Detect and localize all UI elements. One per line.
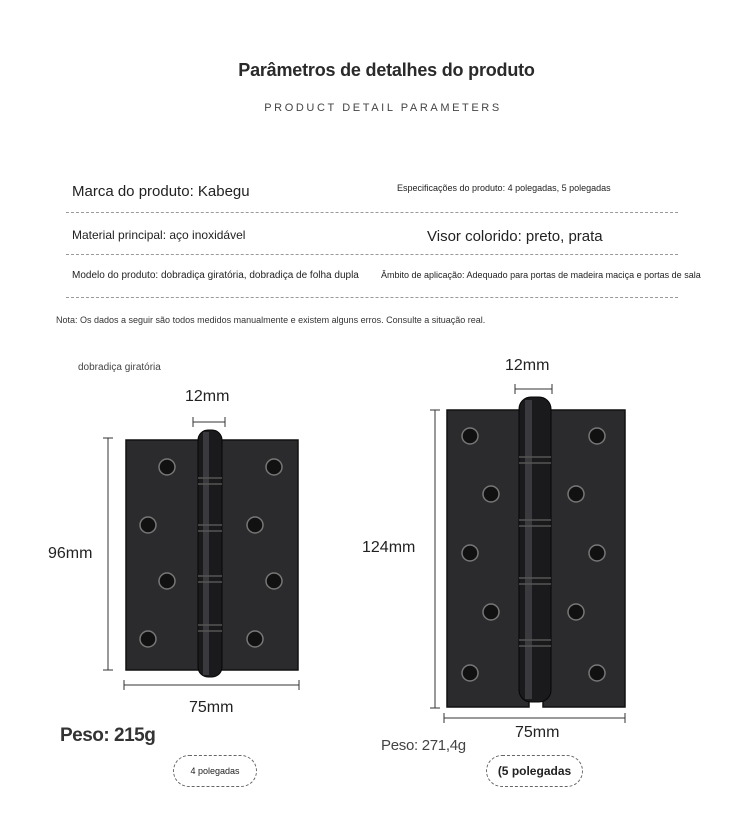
hinge-4-inch-image — [40, 380, 320, 700]
divider — [66, 297, 678, 298]
hinge-4-pin-width: 12mm — [185, 388, 230, 405]
hinge-5-inch-image — [425, 375, 640, 725]
page-title: Parâmetros de detalhes do produto — [238, 60, 535, 80]
divider — [66, 212, 678, 213]
hinge-5-size-badge: (5 polegadas — [486, 755, 583, 787]
hinge-5-pin-width: 12mm — [505, 357, 550, 374]
hinge-4-height: 96mm — [48, 545, 93, 562]
spec-color: Visor colorido: preto, prata — [427, 228, 603, 245]
page-subtitle: PRODUCT DETAIL PARAMETERS — [264, 102, 502, 114]
hinge-5-width: 75mm — [515, 724, 560, 741]
hinge-4-size-badge: 4 polegadas — [173, 755, 257, 787]
spec-brand: Marca do produto: Kabegu — [72, 183, 250, 200]
spec-specifications: Especificações do produto: 4 polegadas, 5 polegadas — [397, 183, 611, 193]
hinge-4-weight: Peso: 215g — [60, 725, 156, 746]
spec-material: Material principal: aço inoxidável — [72, 228, 246, 242]
spec-application: Âmbito de aplicação: Adequado para portas de madeira maciça e portas de sala — [381, 270, 701, 280]
spec-model: Modelo do produto: dobradiça giratória, dobradiça de folha dupla — [72, 270, 359, 281]
hinge-5-height: 124mm — [362, 539, 416, 556]
divider — [66, 254, 678, 255]
hinge-5-weight: Peso: 271,4g — [381, 737, 466, 754]
hinge-4-width: 75mm — [189, 699, 234, 716]
hinge-type-label: dobradiça giratória — [78, 362, 161, 373]
note-text: Nota: Os dados a seguir são todos medidos manualmente e existem alguns erros. Consulte a situação real. — [56, 315, 486, 325]
